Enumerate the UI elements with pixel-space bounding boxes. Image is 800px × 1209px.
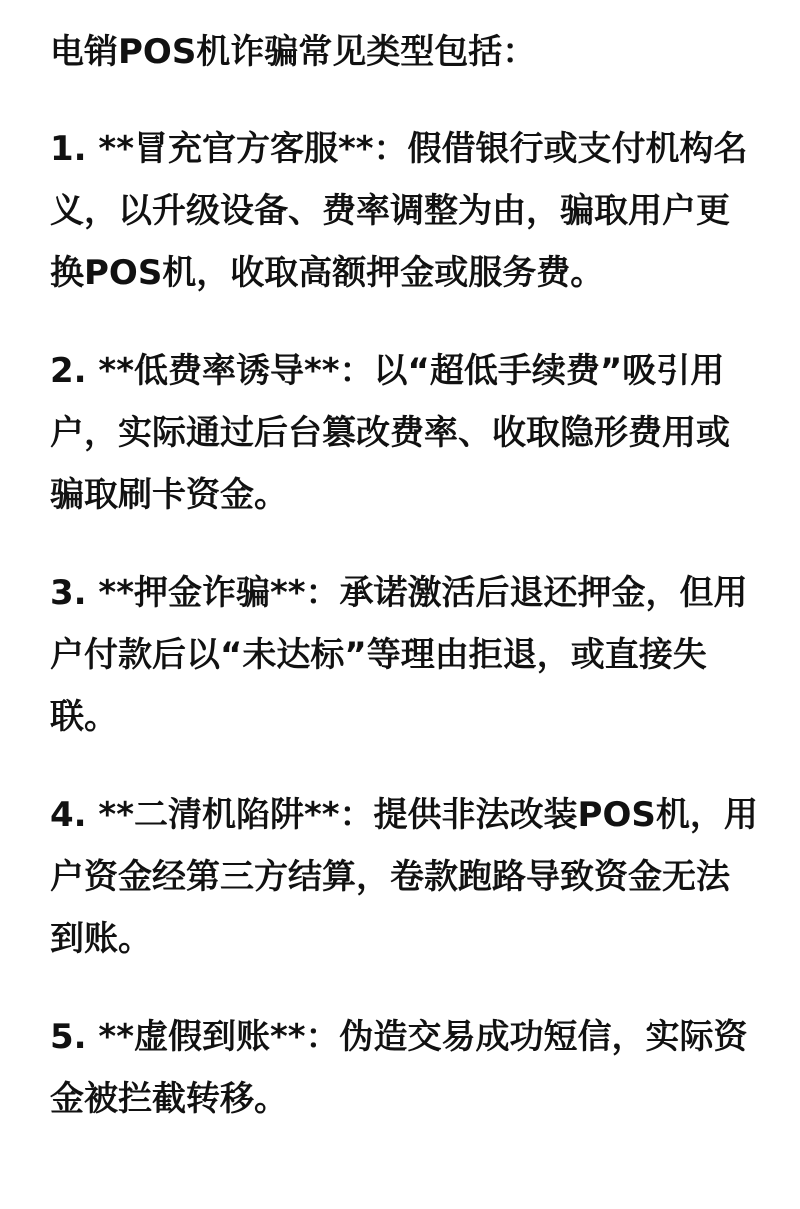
list-item: 4. **二清机陷阱**：提供非法改装POS机，用户资金经第三方结算，卷款跑路导致资金无法到账。 bbox=[50, 795, 758, 959]
document-body bbox=[50, 22, 760, 1130]
list-item: 2. **低费率诱导**：以“超低手续费”吸引用户，实际通过后台篡改费率、收取隐形费用或骗取刷卡资金。 bbox=[50, 351, 730, 515]
document-heading: 电销POS机诈骗常见类型包括： bbox=[50, 32, 537, 72]
list-item: 3. **押金诈骗**：承诺激活后退还押金，但用户付款后以“未达标”等理由拒退，或直接失联。 bbox=[50, 573, 748, 737]
list-item: 5. **虚假到账**：伪造交易成功短信，实际资金被拦截转移。 bbox=[50, 1017, 748, 1119]
list-item: 1. **冒充官方客服**：假借银行或支付机构名义，以升级设备、费率调整为由，骗取用户更换POS机，收取高额押金或服务费。 bbox=[50, 129, 748, 293]
